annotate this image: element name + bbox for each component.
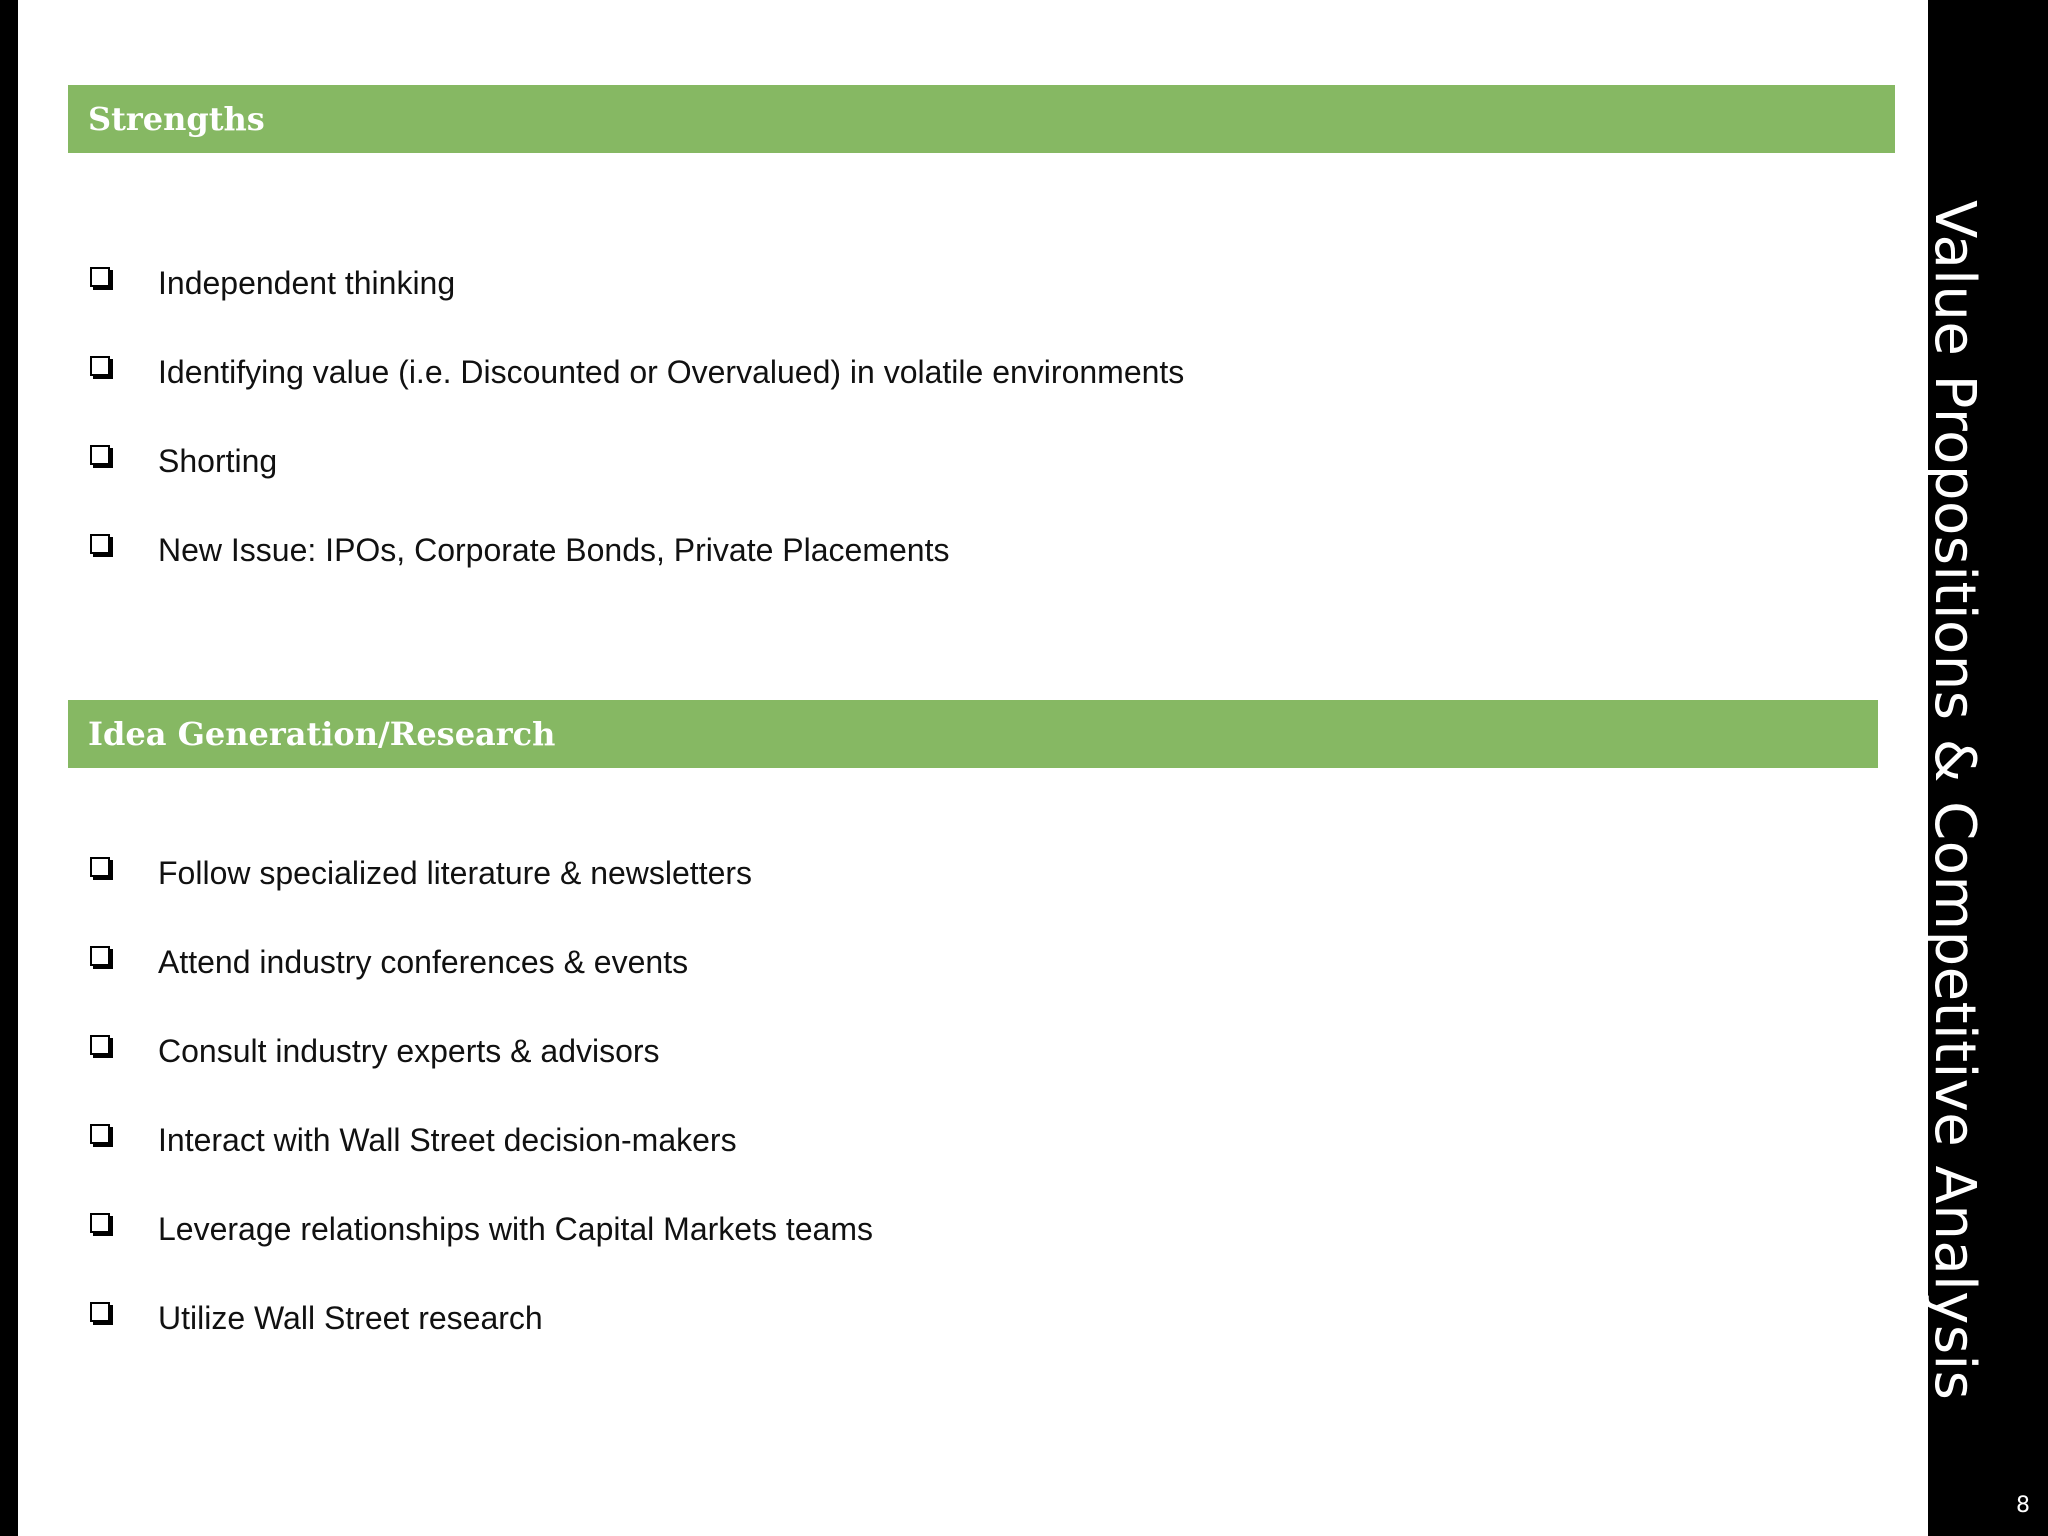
checkbox-icon bbox=[90, 1124, 110, 1144]
checkbox-icon bbox=[90, 1302, 110, 1322]
list-item bbox=[90, 1209, 873, 1298]
checkbox-icon bbox=[90, 857, 110, 877]
checkbox-icon bbox=[90, 946, 110, 966]
list-item bbox=[90, 530, 1184, 619]
checkbox-icon bbox=[90, 1213, 110, 1233]
list-item-text: Attend industry conferences & events bbox=[158, 944, 689, 980]
list-item-text: Leverage relationships with Capital Markets teams bbox=[158, 1211, 873, 1247]
list-item bbox=[90, 1120, 873, 1209]
checkbox-icon bbox=[90, 534, 110, 554]
list-item bbox=[90, 352, 1184, 441]
checkbox-icon bbox=[90, 445, 110, 465]
list-item bbox=[90, 1031, 873, 1120]
page-number: 8 bbox=[2016, 1493, 2030, 1518]
list-item bbox=[90, 441, 1184, 530]
list-item bbox=[90, 942, 873, 1031]
checkbox-icon bbox=[90, 356, 110, 376]
list-item bbox=[90, 263, 1184, 352]
section-header-strengths bbox=[68, 85, 1895, 153]
checkbox-icon bbox=[90, 267, 110, 287]
section-title: Strengths bbox=[88, 100, 265, 138]
list-item-text: Follow specialized literature & newsletters bbox=[158, 855, 753, 891]
list-item-text: New Issue: IPOs, Corporate Bonds, Private Placements bbox=[158, 532, 950, 568]
list-item-text: Utilize Wall Street research bbox=[158, 1300, 543, 1336]
list-item-text: Shorting bbox=[158, 443, 278, 479]
list-item bbox=[90, 853, 873, 942]
section-title: Idea Generation/Research bbox=[88, 715, 556, 753]
section-header-idea-generation bbox=[68, 700, 1878, 768]
list-item-text: Identifying value (i.e. Discounted or Overvalued) in volatile environments bbox=[158, 354, 1185, 390]
left-edge-strip bbox=[0, 0, 18, 1536]
checkbox-icon bbox=[90, 1035, 110, 1055]
list-item-text: Consult industry experts & advisors bbox=[158, 1033, 660, 1069]
list-item-text: Interact with Wall Street decision-makers bbox=[158, 1122, 737, 1158]
list-item bbox=[90, 1298, 873, 1387]
sidebar-title: Value Propositions & Competitive Analysis bbox=[1922, 200, 1987, 1401]
idea-generation-list bbox=[90, 853, 873, 1387]
list-item-text: Independent thinking bbox=[158, 265, 456, 301]
strengths-list bbox=[90, 263, 1184, 619]
